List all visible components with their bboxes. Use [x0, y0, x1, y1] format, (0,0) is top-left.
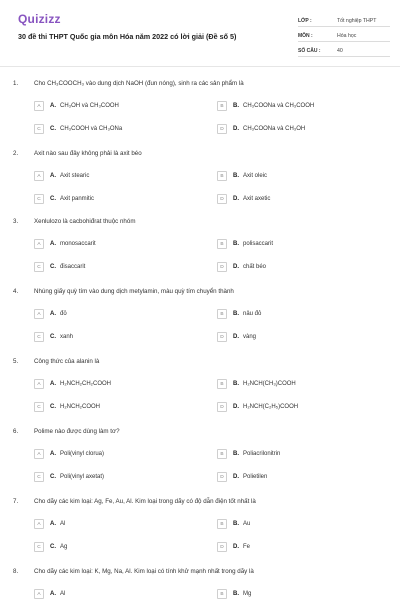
answer-letter: D. — [233, 544, 239, 550]
meta-value: Tốt nghiệp THPT — [337, 18, 377, 24]
answer-checkbox[interactable]: C — [34, 262, 44, 272]
meta-label: MÔN : — [298, 33, 313, 39]
answer-option[interactable] — [34, 193, 94, 205]
answer-text: Poli(vinyl axetat) — [60, 474, 105, 480]
answer-letter: A. — [50, 521, 56, 527]
answer-text: vàng — [243, 334, 257, 340]
answer-letter: A. — [50, 591, 56, 597]
answer-option[interactable] — [34, 100, 119, 112]
answer-text: polisaccarit — [243, 241, 274, 247]
answer-checkbox[interactable]: D — [217, 332, 227, 342]
answer-letter: D. — [233, 404, 239, 410]
question-number: 3. — [13, 218, 19, 225]
answer-option[interactable] — [34, 331, 73, 343]
meta-label: LỚP : — [298, 18, 312, 24]
question-text: Nhúng giấy quỳ tím vào dung dịch metylamin, màu quỳ tím chuyển thành — [34, 288, 234, 295]
answer-checkbox[interactable]: C — [34, 332, 44, 342]
answer-letter: D. — [233, 264, 239, 270]
answer-option[interactable] — [217, 588, 251, 600]
answer-option[interactable] — [34, 401, 100, 413]
answer-text: H₂NCH₂CH₂COOH — [60, 381, 111, 387]
answer-letter: B. — [233, 241, 239, 247]
answer-option[interactable] — [217, 471, 267, 483]
worksheet-meta — [298, 12, 390, 57]
answer-option[interactable] — [217, 448, 280, 460]
answer-option[interactable] — [34, 261, 85, 273]
answer-letter: C. — [50, 264, 56, 270]
answer-letter: A. — [50, 311, 56, 317]
answer-letter: D. — [233, 126, 239, 132]
answer-checkbox[interactable]: A — [34, 309, 44, 319]
answer-checkbox[interactable]: A — [34, 449, 44, 459]
question-number: 7. — [13, 498, 19, 505]
answer-checkbox[interactable]: C — [34, 472, 44, 482]
answer-text: CH₃COONa và CH₃COOH — [243, 103, 315, 109]
answer-checkbox[interactable]: A — [34, 101, 44, 111]
answer-checkbox[interactable]: A — [34, 239, 44, 249]
answer-letter: B. — [233, 173, 239, 179]
answer-letter: A. — [50, 381, 56, 387]
answer-letter: B. — [233, 591, 239, 597]
answer-checkbox[interactable]: B — [217, 239, 227, 249]
answer-letter: C. — [50, 404, 56, 410]
answer-letter: A. — [50, 451, 56, 457]
answer-text: Al — [60, 591, 66, 597]
answer-checkbox[interactable]: D — [217, 472, 227, 482]
answer-checkbox[interactable]: C — [34, 402, 44, 412]
answer-checkbox[interactable]: A — [34, 589, 44, 599]
question-text: Polime nào được dùng làm tơ? — [34, 428, 120, 435]
question-number: 5. — [13, 358, 19, 365]
answer-checkbox[interactable]: B — [217, 449, 227, 459]
meta-label: SỐ CÂU : — [298, 48, 321, 54]
answer-letter: C. — [50, 544, 56, 550]
answer-text: monosaccarit — [60, 241, 96, 247]
answer-option[interactable] — [217, 170, 267, 182]
answer-option[interactable] — [217, 331, 256, 343]
answer-text: Al — [60, 521, 66, 527]
answer-letter: C. — [50, 334, 56, 340]
answer-text: Axit oleic — [243, 173, 268, 179]
answer-option[interactable] — [217, 401, 298, 413]
answer-option[interactable] — [217, 193, 270, 205]
answer-checkbox[interactable]: B — [217, 589, 227, 599]
answer-text: xanh — [60, 334, 74, 340]
answer-text: chất béo — [243, 264, 267, 270]
answer-option[interactable] — [34, 518, 65, 530]
answer-option[interactable] — [34, 471, 104, 483]
answer-option[interactable] — [34, 588, 65, 600]
answer-text: đỏ — [60, 311, 67, 317]
answer-letter: B. — [233, 381, 239, 387]
answer-option[interactable] — [34, 238, 96, 250]
answer-checkbox[interactable]: B — [217, 379, 227, 389]
answer-letter: A. — [50, 241, 56, 247]
question-text: Cho dãy các kim loại: Ag, Fe, Au, Al. Kim loại trong dãy có độ dẫn điện tốt nhất là — [34, 498, 256, 505]
answer-text: nâu đỏ — [243, 311, 262, 317]
answer-option[interactable] — [217, 261, 266, 273]
question-number: 8. — [13, 568, 19, 575]
answer-letter: C. — [50, 196, 56, 202]
question-text: Xenlulozo là cacbohiđrat thuộc nhóm — [34, 218, 136, 225]
answer-checkbox[interactable]: D — [217, 124, 227, 134]
question-text: Công thức của alanin là — [34, 358, 100, 365]
answer-text: Axit axetic — [243, 196, 271, 202]
answer-letter: C. — [50, 474, 56, 480]
answer-checkbox[interactable]: A — [34, 171, 44, 181]
answer-option[interactable] — [217, 541, 250, 553]
question-number: 2. — [13, 150, 19, 157]
question-text: Cho dãy các kim loại: K, Mg, Na, Al. Kim loại có tính khử mạnh nhất trong dãy là — [34, 568, 254, 575]
answer-text: Axit stearic — [60, 173, 90, 179]
answer-text: Fe — [243, 544, 251, 550]
answer-letter: C. — [50, 126, 56, 132]
answer-text: Au — [243, 521, 251, 527]
question-text: Cho CH₃COOCH₃ vào dung dịch NaOH (đun nóng), sinh ra các sản phẩm là — [34, 80, 244, 87]
meta-value: 40 — [337, 48, 343, 54]
answer-checkbox[interactable]: D — [217, 542, 227, 552]
meta-value: Hóa học — [337, 33, 357, 39]
answer-text: Mg — [243, 591, 252, 597]
answer-option[interactable] — [34, 123, 122, 135]
answer-option[interactable] — [34, 170, 89, 182]
answer-option[interactable] — [34, 448, 104, 460]
question-number: 1. — [13, 80, 19, 87]
meta-row-subject — [298, 27, 390, 42]
answer-text: CH₃COONa và CH₃OH — [243, 126, 306, 132]
answer-checkbox[interactable]: C — [34, 542, 44, 552]
answer-letter: A. — [50, 173, 56, 179]
answer-text: H₂NCH(C₂H₅)COOH — [243, 404, 299, 410]
answer-option[interactable] — [217, 123, 305, 135]
quizizz-logo: Quizizz — [18, 12, 61, 26]
answer-option[interactable] — [217, 100, 314, 112]
answer-option[interactable] — [217, 518, 250, 530]
answer-text: Axit panmitic — [60, 196, 95, 202]
answer-letter: D. — [233, 196, 239, 202]
answer-checkbox[interactable]: C — [34, 124, 44, 134]
header-divider — [0, 66, 400, 67]
answer-option[interactable] — [34, 308, 67, 320]
answer-letter: D. — [233, 474, 239, 480]
answer-checkbox[interactable]: D — [217, 402, 227, 412]
answer-letter: B. — [233, 521, 239, 527]
answer-checkbox[interactable]: D — [217, 194, 227, 204]
question-number: 6. — [13, 428, 19, 435]
answer-letter: D. — [233, 334, 239, 340]
answer-letter: B. — [233, 103, 239, 109]
answer-text: Polietilen — [243, 474, 268, 480]
answer-text: H₂NCH₂COOH — [60, 404, 100, 410]
answer-letter: A. — [50, 103, 56, 109]
answer-checkbox[interactable]: B — [217, 309, 227, 319]
answer-letter: B. — [233, 311, 239, 317]
answer-text: Poli(vinyl clorua) — [60, 451, 105, 457]
answer-text: CH₃COOH và CH₃ONa — [60, 126, 123, 132]
answer-option[interactable] — [217, 378, 296, 390]
meta-row-class — [298, 12, 390, 27]
answer-checkbox[interactable]: A — [34, 519, 44, 529]
answer-text: CH₃OH và CH₃COOH — [60, 103, 119, 109]
answer-checkbox[interactable]: B — [217, 101, 227, 111]
question-number: 4. — [13, 288, 19, 295]
answer-text: Poliacrilonitrin — [243, 451, 281, 457]
answer-option[interactable] — [34, 378, 111, 390]
answer-checkbox[interactable]: B — [217, 171, 227, 181]
worksheet-header — [0, 0, 400, 66]
answer-option[interactable] — [217, 308, 261, 320]
answer-checkbox[interactable]: A — [34, 379, 44, 389]
answer-text: H₂NCH(CH₃)COOH — [243, 381, 296, 387]
answer-checkbox[interactable]: B — [217, 519, 227, 529]
question-text: Axit nào sau đây không phải là axit béo — [34, 150, 142, 157]
answer-option[interactable] — [217, 238, 273, 250]
answer-option[interactable] — [34, 541, 67, 553]
answer-letter: B. — [233, 451, 239, 457]
answer-text: Ag — [60, 544, 68, 550]
answer-checkbox[interactable]: D — [217, 262, 227, 272]
answer-text: đisaccarit — [60, 264, 86, 270]
answer-checkbox[interactable]: C — [34, 194, 44, 204]
meta-row-count — [298, 42, 390, 57]
worksheet-title: 30 đề thi THPT Quốc gia môn Hóa năm 2022 có lời giải (Đề số 5) — [18, 32, 237, 41]
